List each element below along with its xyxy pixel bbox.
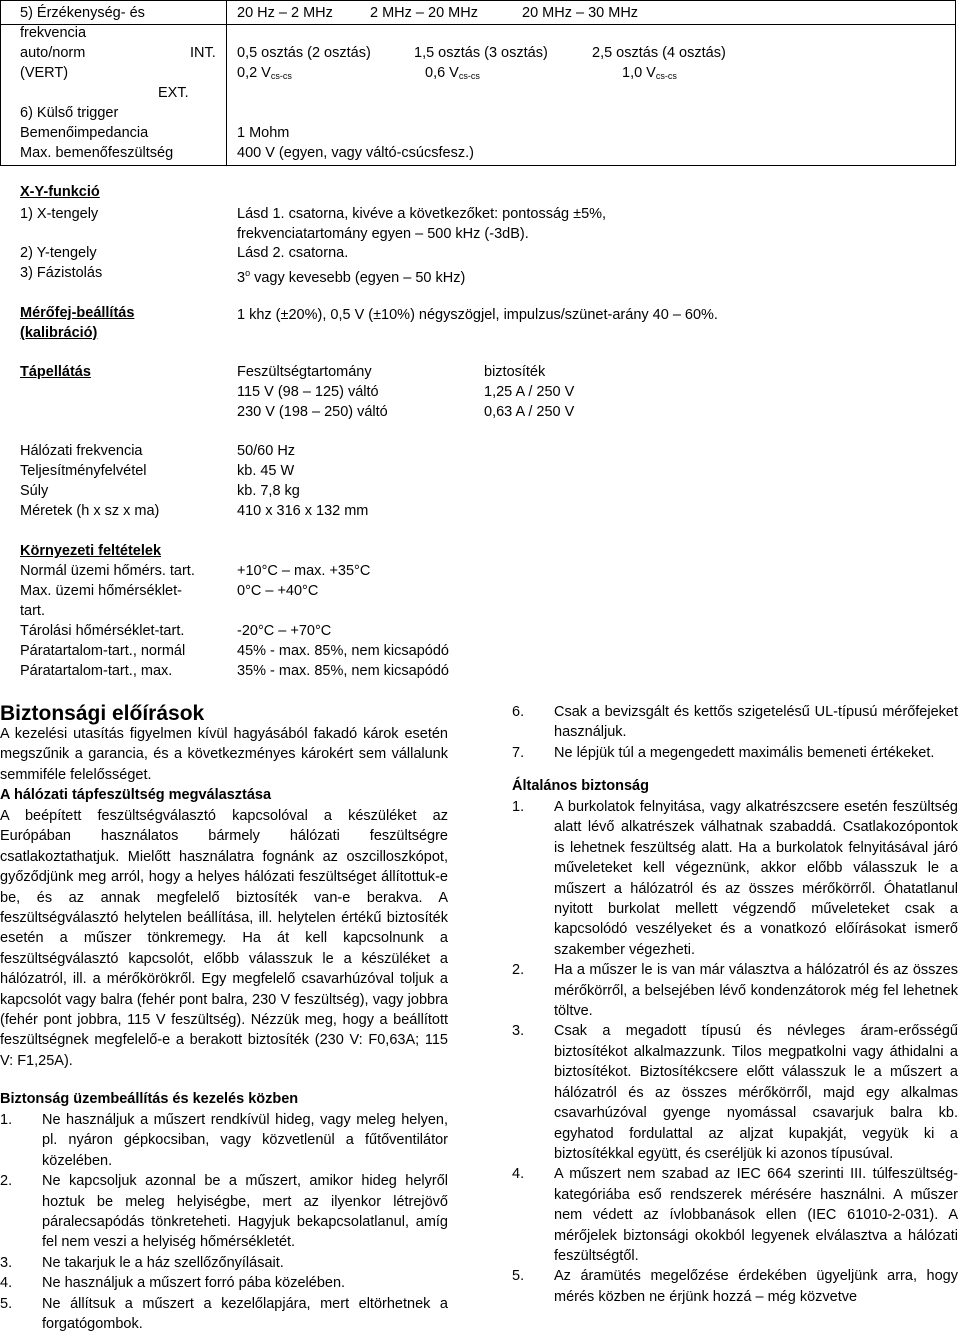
list-item: 1. A burkolatok felnyitása, vagy alkatrészcsere esetén feszültség alatt lévő alkatrészek válhatnak szabaddá. Csatlakozópontok is lehetnek feszültség alatt. Ha a burkolatok felnyitásával járó műveleteket kell végeznünk, akkor előbb válasszuk le a műszert a hálózatról és az összes mérőkörről. Óhatatlanul nyitott burkolat mellett végzendő műveleteket csak a kapcsolódó veszélyeket és a vonatkozó előírásokat ismerő szakember végezheti. — [512, 799, 958, 958]
max-input-value: 400 V (egyen, vagy váltó-csúcsfesz.) — [237, 145, 474, 161]
operation-safety-list — [0, 1110, 448, 1334]
list-item: 2. Ha a műszer le is van már választva a hálózatról és az összes mérőkörről, a belsejében lévő kondenzátorok még fel lehetnek töltve. — [512, 962, 958, 1020]
vcs-value-2: 0,6 $V_{cs-cs}$ — [425, 65, 480, 81]
ext-trigger-label: 6) Külső trigger — [20, 105, 119, 121]
general-safety-list — [512, 797, 958, 1307]
list-item: 6. Csak a bevizsgált és kettős szigetelésű UL-típusú mérőfejeket használjuk. — [512, 704, 958, 741]
spec-label: Súly — [20, 483, 49, 499]
list-item: 5. Az áramütés megelőzése érdekében ügyeljünk arra, hogy mérés közben ne érjünk hozzá – még közvetve — [512, 1268, 958, 1305]
impedance-value: 1 Mohm — [237, 125, 290, 141]
power-col-fuse: biztosíték — [484, 364, 546, 380]
env-title: Környezeti feltételek — [20, 543, 162, 559]
spec-table-row-line — [0, 24, 956, 25]
max-input-label: Max. bemenőfeszültség — [20, 145, 174, 161]
div-value-1: 0,5 osztás (2 osztás) — [237, 45, 371, 61]
x-axis-value-1: Lásd 1. csatorna, kivéve a következőket: pontosság ±5%, — [237, 206, 607, 222]
auto-norm-label: auto/norm — [20, 45, 86, 61]
env-r3-value: -20°C – +70°C — [237, 623, 332, 639]
spec-label: Méretek (h x sz x ma) — [20, 503, 160, 519]
phase-label: 3) Fázistolás — [20, 265, 103, 281]
row5-freq3: 20 MHz – 30 MHz — [522, 5, 639, 21]
phase-value: 3$^o$ vagy kevesebb (egyen – 50 kHz) — [237, 268, 466, 286]
env-r2-label-1: Max. üzemi hőmérséklet- — [20, 583, 182, 599]
xy-title: X-Y-funkció — [20, 184, 100, 200]
row5-freq1: 20 Hz – 2 MHz — [237, 5, 333, 21]
power-row2-range: 230 V (198 – 250) váltó — [237, 404, 388, 420]
env-r4-value: 45% - max. 85%, nem kicsapódó — [237, 643, 449, 659]
operation-safety-subheading: Biztonság üzembeállítás és kezelés közben — [0, 1091, 299, 1107]
env-r2-value: 0°C – +40°C — [237, 583, 319, 599]
spec-value: kb. 45 W — [237, 463, 295, 479]
spec-label: Hálózati frekvencia — [20, 443, 143, 459]
env-r1-label: Normál üzemi hőmérs. tart. — [20, 563, 195, 579]
power-row1-range: 115 V (98 – 125) váltó — [237, 384, 379, 400]
list-item: 4. A műszert nem szabad az IEC 664 szerinti III. túlfeszültség-kategóriába eső rendszerek mérésére használni. A műszer nem védett az ívlobbanások ellen (IEC 61010-2-031). A mérőjelek biztonsági okokból legyenek elválasztva a hálózati feszültségtől. — [512, 1166, 958, 1264]
vert-label: (VERT) — [20, 65, 69, 81]
x-axis-label: 1) X-tengely — [20, 206, 99, 222]
vcs-value-1: 0,2 $V_{cs-cs}$ — [237, 65, 292, 81]
env-r4-label: Páratartalom-tart., normál — [20, 643, 186, 659]
env-r3-label: Tárolási hőmérséklet-tart. — [20, 623, 185, 639]
spec-value: 410 x 316 x 132 mm — [237, 503, 369, 519]
general-safety-subheading: Általános biztonság — [512, 778, 649, 794]
list-item: 5. Ne állítsuk a műszert a kezelőlapjára, mert eltörhetnek a forgatógombok. — [0, 1295, 448, 1333]
div-value-2: 1,5 osztás (3 osztás) — [414, 45, 548, 61]
env-r5-value: 35% - max. 85%, nem kicsapódó — [237, 663, 449, 679]
mains-voltage-subheading: A hálózati tápfeszültség megválasztása — [0, 787, 272, 803]
calib-value: 1 khz (±20%), 0,5 V (±10%) négyszögjel, impulzus/szünet-arány 40 – 60%. — [237, 307, 718, 323]
div-value-3: 2,5 osztás (4 osztás) — [592, 45, 726, 61]
row5-label2: frekvencia — [20, 25, 87, 41]
x-axis-value-2: frekvenciatartomány egyen – 500 kHz (-3dB). — [237, 226, 529, 242]
power-title: Tápellátás — [20, 364, 91, 380]
spec-label: Teljesítményfelvétel — [20, 463, 147, 479]
env-r2-label-2: tart. — [20, 603, 45, 619]
calib-title-2: (kalibráció) — [20, 325, 98, 341]
vcs-value-3: 1,0 $V_{cs-cs}$ — [622, 65, 677, 81]
safety-heading: Biztonsági előírások — [0, 702, 205, 725]
y-axis-value: Lásd 2. csatorna. — [237, 245, 349, 261]
list-item: 2. Ne kapcsoljuk azonnal be a műszert, amikor hideg helyről hoztuk be meleg helyiségbe, mert az ilyenkor létrejövő páralecsapódás tönkreteheti. Hagyjuk bekapcsolatlanul, amíg fel nem veszi a helyiség hőmérsékletét. — [0, 1173, 448, 1251]
env-r5-label: Páratartalom-tart., max. — [20, 663, 173, 679]
safety-intro: A kezelési utasítás figyelmen kívül hagyásából fakadó károk esetén megszűnik a garancia, és a következményes károkért sem vállalunk semmiféle felelősséget. — [0, 726, 448, 783]
row5-label1: 5) Érzékenység- és — [20, 5, 145, 21]
row5-freq2: 2 MHz – 20 MHz — [370, 5, 478, 21]
list-item: 1. Ne használjuk a műszert rendkívül hideg, vagy meleg helyen, pl. nyáron gépkocsiban, vagy közvetlenül a fűtőventilátor közelében. — [0, 1112, 448, 1169]
list-item: 7. Ne lépjük túl a megengedett maximális bemeneti értékeket. — [512, 744, 935, 761]
list-item: 4. Ne használjuk a műszert forró pába közelében. — [0, 1275, 346, 1292]
spec-value: 50/60 Hz — [237, 443, 296, 459]
int-label: INT. — [190, 45, 216, 61]
list-item: 3. Ne takarjuk le a ház szellőzőnyílásait. — [0, 1254, 284, 1271]
right-list-a — [512, 702, 958, 763]
calib-title-1: Mérőfej-beállítás — [20, 305, 135, 321]
spec-value: kb. 7,8 kg — [237, 483, 300, 499]
ext-label: EXT. — [158, 85, 189, 101]
power-row1-fuse: 1,25 A / 250 V — [484, 384, 575, 400]
power-col-range: Feszültségtartomány — [237, 364, 372, 380]
power-row2-fuse: 0,63 A / 250 V — [484, 404, 575, 420]
impedance-label: Bemenőimpedancia — [20, 125, 149, 141]
env-r1-value: +10°C – max. +35°C — [237, 563, 371, 579]
mains-voltage-paragraph: A beépített feszültségválasztó kapcsolóval a készüléket az Európában használatos bármely hálózati feszültségre csatlakoztathatjuk. Mielőtt használatra fognánk az oszcilloszkópot, győződjünk meg arról, hogy a helyes hálózati feszültséget állítottuk-e be, és az annak megfelelő biztosíték van-e berakva. A feszültségválasztó helytelen beállítása, ill. helytelen értékű biztosíték esetén a műszer tönkremegy. Ha át kell kapcsolnunk a feszültségválasztó kapcsolót, előbb válasszuk le a készüléket a hálózatról, ill. a mérőkörökről. Egy megfelelő csavarhúzóval toljuk a kapcsolót vagy balra (fehér pont balra, 230 V feszültség), vagy jobbra (fehér pont jobbra, 115 V feszültség). Nézzük meg, hogy a beállított feszültségnek megfelelő-e a berakott biztosíték (230 V: F0,63A; 115 V: F1,25A). — [0, 808, 448, 1069]
y-axis-label: 2) Y-tengely — [20, 245, 97, 261]
list-item: 3. Csak a megadott típusú és névleges áram-erősségű biztosítékot alkalmazzunk. Tilos megpatkolni vagy áthidalni a biztosítékot. Biztosítékcsere előtt válasszuk le a műszert a hálózatról és az összes mérőkörről, majd egy alkalmas csavarhúzóval gyenge nyomással csavarjuk balra kb. egyhatod fordulattal az aljzat kupakját, vegyük ki a biztosítékkal együtt, és cseréljük ki azonos típusúval. — [512, 1023, 958, 1162]
